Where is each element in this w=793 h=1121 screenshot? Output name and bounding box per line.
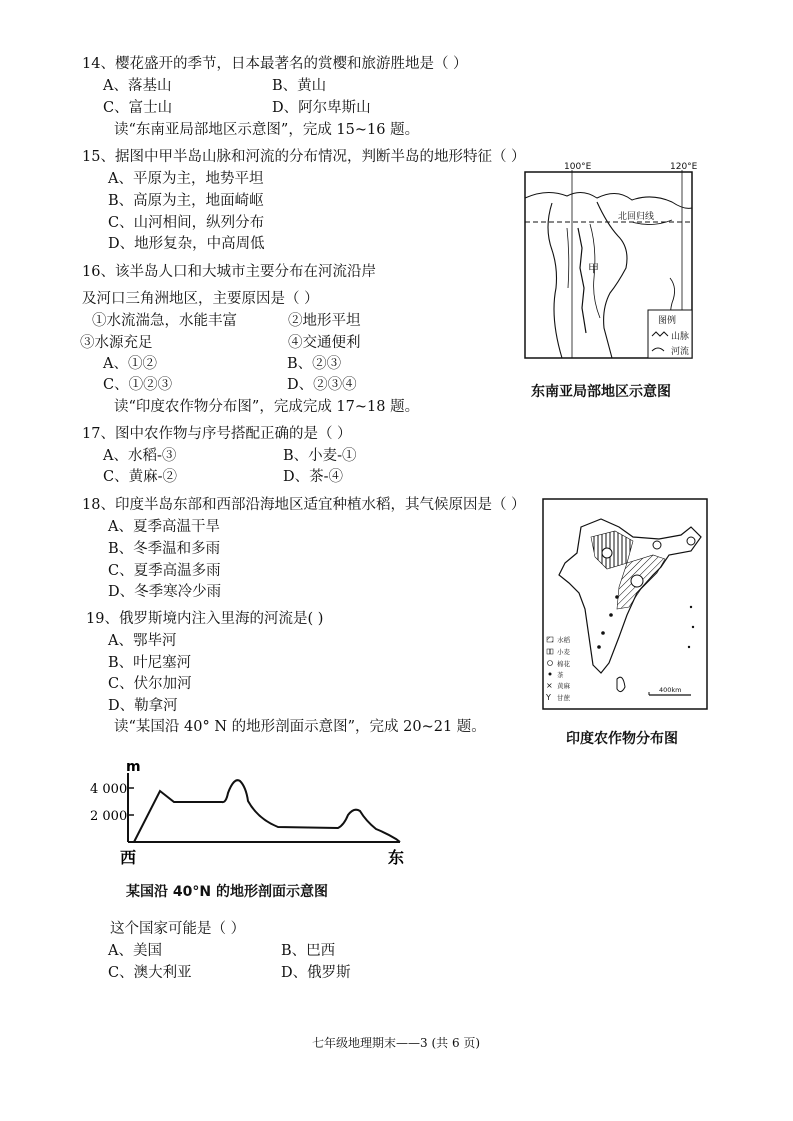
india-crop-map [541, 497, 709, 712]
svg-text:Y: Y [546, 693, 551, 702]
q20-option-c: C、澳大利亚 [108, 965, 192, 981]
peninsula-label: 甲 [588, 262, 599, 275]
q15-option-b: B、高原为主，地面崎岖 [108, 193, 264, 209]
profile-unit-label: m [126, 759, 141, 775]
legend-wheat: 小麦 [557, 648, 570, 656]
profile-east-label: 东 [388, 848, 405, 867]
q18-option-a: A、夏季高温干旱 [108, 519, 220, 535]
svg-text:×: × [546, 681, 553, 690]
southeast-asia-map-caption: 东南亚局部地区示意图 [531, 384, 671, 400]
q15-option-a: A、平原为主，地势平坦 [108, 171, 264, 187]
profile-tick-2000: 2 000 [90, 809, 128, 824]
read-instruction-15-16: 读“东南亚局部地区示意图”，完成 15~16 题。 [114, 122, 420, 138]
q16-option-d: D、②③④ [287, 377, 357, 393]
q17-option-c: C、黄麻-② [103, 469, 177, 485]
q16-statement-3: ③水源充足 [80, 335, 153, 351]
q14-stem: 14、樱花盛开的季节，日本最著名的赏樱和旅游胜地是（ ） [82, 56, 468, 72]
legend-river-label: 河流 [671, 347, 690, 357]
q15-option-d: D、地形复杂，中高周低 [108, 236, 265, 252]
q16-stem-line2: 及河口三角洲地区，主要原因是（ ） [82, 291, 319, 307]
legend-cotton: 棉花 [557, 660, 570, 668]
read-instruction-20-21: 读“某国沿 40° N 的地形剖面示意图”，完成 20~21 题。 [114, 719, 486, 735]
lon-100-label: 100°E [564, 162, 592, 172]
q14-option-b: B、黄山 [272, 78, 327, 94]
india-crop-map-caption: 印度农作物分布图 [566, 731, 678, 747]
profile-tick-4000: 4 000 [90, 782, 128, 797]
q16-option-a: A、①② [103, 356, 157, 372]
q19-option-b: B、叶尼塞河 [108, 655, 192, 671]
q14-option-c: C、富士山 [103, 100, 173, 116]
profile-west-label: 西 [120, 848, 137, 867]
q20-option-d: D、俄罗斯 [281, 965, 351, 981]
profile-terrain-line [134, 780, 400, 842]
tropic-label: 北回归线 [618, 212, 655, 222]
legend-sugarcane: 甘蔗 [557, 694, 570, 702]
scale-label: 400km [659, 686, 682, 694]
q15-option-c: C、山河相间，纵列分布 [108, 215, 265, 231]
q16-option-c: C、①②③ [103, 377, 173, 393]
page-footer: 七年级地理期末——3 (共 6 页) [312, 1036, 481, 1050]
q18-stem: 18、印度半岛东部和西部沿海地区适宜种植水稻，其气候原因是（ ） [82, 497, 526, 513]
q17-option-b: B、小麦-① [283, 448, 357, 464]
legend-tea: 茶 [557, 671, 564, 679]
southeast-asia-map [522, 158, 702, 378]
q16-stem-line1: 16、该半岛人口和大城市主要分布在河流沿岸 [82, 264, 376, 280]
q17-stem: 17、图中农作物与序号搭配正确的是（ ） [82, 426, 352, 442]
q14-option-a: A、落基山 [103, 78, 172, 94]
q20-stem: 这个国家可能是（ ） [110, 921, 246, 937]
terrain-profile-caption: 某国沿 40°N 的地形剖面示意图 [126, 884, 328, 900]
terrain-profile-chart [88, 755, 418, 870]
legend-jute: 黄麻 [557, 682, 570, 690]
q18-option-b: B、冬季温和多雨 [108, 541, 221, 557]
q19-option-a: A、鄂毕河 [108, 633, 177, 649]
q17-option-a: A、水稻-③ [103, 448, 177, 464]
q20-option-b: B、巴西 [281, 943, 336, 959]
legend-title: 图例 [658, 316, 677, 326]
q16-option-b: B、②③ [287, 356, 342, 372]
q19-option-d: D、勒拿河 [108, 698, 178, 714]
read-instruction-17-18: 读“印度农作物分布图”，完成完成 17~18 题。 [114, 399, 420, 415]
lon-120-label: 120°E [670, 162, 698, 172]
q20-option-a: A、美国 [108, 943, 162, 959]
q19-stem: 19、俄罗斯境内注入里海的河流是( ) [86, 611, 324, 627]
q16-statement-2: ②地形平坦 [288, 313, 361, 329]
q18-option-c: C、夏季高温多雨 [108, 563, 221, 579]
q17-option-d: D、茶-④ [283, 469, 344, 485]
legend-rice: 水稻 [557, 636, 570, 644]
q14-option-d: D、阿尔卑斯山 [272, 100, 371, 116]
q19-option-c: C、伏尔加河 [108, 676, 192, 692]
q18-option-d: D、冬季寒冷少雨 [108, 584, 222, 600]
q16-statement-1: ①水流湍急，水能丰富 [92, 313, 237, 329]
q15-stem: 15、据图中甲半岛山脉和河流的分布情况，判断半岛的地形特征（ ） [82, 149, 526, 165]
legend-mountain-label: 山脉 [671, 332, 690, 342]
q16-statement-4: ④交通便利 [288, 335, 361, 351]
